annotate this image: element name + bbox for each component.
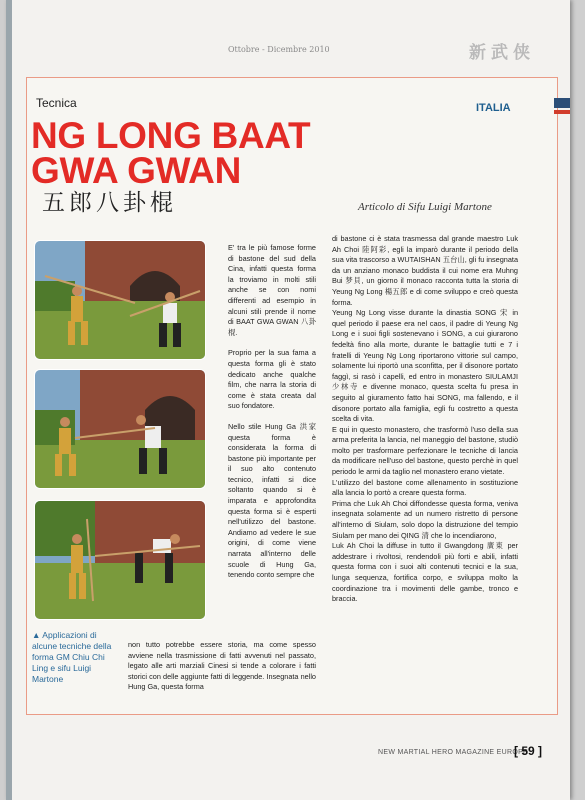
paragraph: Prima che Luk Ah Choi diffondesse questa forma, veniva insegnata solamente ad un numero ristretto di persone all'interno di Siulam, solo dopo la distruzione del tempio Siulam per mano dei QING 清 che lo incendiarono, xyxy=(332,498,518,540)
photo-technique-1 xyxy=(34,240,206,360)
chinese-title: 五郎八卦棍 xyxy=(42,190,177,216)
article-title xyxy=(31,115,311,191)
text-column-1-continued xyxy=(128,640,316,693)
issue-date: Ottobre - Dicembre 2010 xyxy=(228,45,330,54)
paragraph: E' tra le più famose forme di bastone del sud della Cina, infatti questa forma la troviamo in molti stili anche se con nomi differenti ad esempio in alcuni stili prende il nome di BAAT GWA GWAN 八卦棍. xyxy=(228,243,316,337)
title-line-2: GWA GWAN xyxy=(31,150,241,191)
photo-technique-3 xyxy=(34,500,206,620)
footer-magazine-name: NEW MARTIAL HERO MAGAZINE EUROPE xyxy=(378,749,529,756)
paragraph: non tutto potrebbe essere storia, ma come spesso avviene nella trasmissione di fatti avvenuti nel passato, legato alle arti marziali Cinesi si tende a colorare i fatti storici con delle aggiunte fatti di leggende. Insegnata nello Hung Ga, questa forma xyxy=(128,640,316,692)
title-line-1: NG LONG BAAT xyxy=(31,115,311,156)
paragraph: Proprio per la sua fama a questa forma gli è stato dedicato anche qualche film, che narra la storia di come è stata creata dal suo fondatore. xyxy=(228,348,316,411)
paragraph: E qui in questo monastero, che trasformò l'uso della sua arma preferita la lancia, nel maneggio del bastone, studiò molto per trasformare perfezionare le tecniche di lancia da modificare nell'uso del bastone, questo perchè in quel periodo le armi da taglio nel monastero erano vietate. xyxy=(332,424,518,477)
page-spine xyxy=(6,0,12,800)
paragraph: di bastone ci è stata trasmessa dal grande maestro Luk Ah Choi 陸阿彩, egli la imparò durante il periodo della sua vita trascorso a WUTAISHAN 五台山, gli fu insegnata da un anziano monaco buddista il cui nome era Muhng Bui 梦貝, un giorno il monaco racconta tutta la storia di Yeung Ng Long 楊五郎 e di come sviluppo e creò questa forma. xyxy=(332,234,518,307)
magazine-page xyxy=(6,0,570,800)
section-label: Tecnica xyxy=(36,96,77,110)
paragraph: L'utilizzo del bastone come allenamento in sostituzione alla lancia lo portò a creare questa forma. xyxy=(332,477,518,498)
country-label: ITALIA xyxy=(476,102,511,114)
page-number: [ 59 ] xyxy=(514,744,543,758)
article-author: Articolo di Sifu Luigi Martone xyxy=(358,201,492,213)
paragraph: Nello stile Hung Ga 洪家 questa forma è considerata la forma di bastone più importante per il suo alto contenuto tecnico, infatti si dice soltanto quando si è imparata e approfondita questa forma si è esperti nell'utilizzo del bastone. Andiamo ad vedere le sue origini, di come viene narrata all'interno delle scuole di Hung Ga, tenendo conto sempre che xyxy=(228,421,316,580)
text-column-1 xyxy=(228,243,316,581)
flag-stripe-icon xyxy=(554,98,570,108)
text-column-2 xyxy=(332,234,518,605)
paragraph: Yeung Ng Long visse durante la dinastia SONG 宋 in quel periodo il paese era nel caos, il padre di Yeung Ng Long e i suoi figli sostenevano i SONG, a cui giurarono fedeltà fino alla morte, durante le battaglie tutti e 7 i fratelli di Yeung Ng Long riportarono vittorie sul campo, solamente lui riportò una sconfitta, per il disonore portato faggì, si rasò i capelli, ed entro in monastero SIULAMJI 少林寺 e divenne monaco, questa scelta fu presa in seguito al giuramento fatto hai SONG, ma fallendo, e il disonore portato alla famiglia, egli fu costretto a questa scelta di vita. xyxy=(332,308,518,424)
paragraph: Luk Ah Choi la diffuse in tutto il Gwangdong 廣東 per addestrare i rivoltosi, rendendoli più forti e abili, infatti questa forma con i suoi alti contenuti tecnici e la sua, lunga sequenza, fortifica corpo, e sviluppa molto la coordinazione tra i movimenti delle gambe, tronco e braccia. xyxy=(332,541,518,604)
photo-technique-2 xyxy=(34,369,206,489)
photo-caption: ▲ Applicazioni di alcune tecniche della forma GM Chiu Chi Ling e sifu Luigi Martone xyxy=(32,630,112,684)
magazine-logo: 新武侠 xyxy=(469,43,535,63)
flag-stripe-red-icon xyxy=(554,110,570,114)
